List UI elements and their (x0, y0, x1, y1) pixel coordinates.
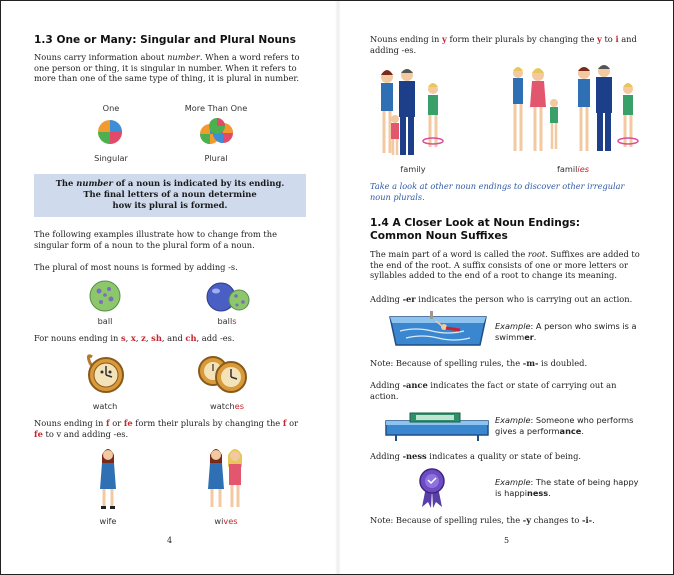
callout-text: The number of a noun is indicated by its ending. The final letters of a noun determine how its plural is formed. (55, 178, 285, 210)
note-y-to-i: Note: Because of spelling rules, the -y changes to -i-. (370, 515, 595, 525)
label-more-than-one: More Than One (184, 103, 248, 113)
page-number-left: 4 (167, 536, 173, 545)
label-family: family (400, 164, 426, 174)
page-number-right: 5 (504, 536, 510, 545)
irregular-plurals-note: Take a look at other noun endings to discover other irregular noun plurals. (370, 181, 625, 202)
families-icon (508, 61, 640, 161)
intro-paragraph: Nouns carry information about number. When a word refers to one person or thing, it is singular in number. When it refers to more than one of the same type of thing, it is plural in number. (34, 52, 300, 83)
swimming-pool-icon (386, 309, 490, 349)
pocket-watches-icon (197, 351, 249, 395)
rule-er: Adding -er indicates the person who is carrying out an action. (370, 294, 633, 304)
label-balls: balls (217, 316, 237, 326)
root-paragraph: The main part of a word is called the root. Suffixes are added to the end of the root. A suffix consists of one or more letters or syllables added to the end of a root to change its meaning. (370, 249, 640, 280)
rule-add-es: For nouns ending in s, x, z, sh, and ch, add -es. (34, 333, 235, 343)
label-families: families (556, 164, 589, 174)
example-er: Example: A person who swims is a swimmer. (495, 321, 637, 342)
rule-y-to-i: Nouns ending in y form their plurals by changing the y to i and adding -es. (370, 34, 637, 55)
label-watches: watches (210, 401, 244, 411)
pocket-watch-icon (84, 351, 126, 395)
label-singular: Singular (94, 153, 128, 163)
woman-icon (96, 445, 120, 511)
section-title-1-3: 1.3 One or Many: Singular and Plural Nouns (34, 34, 296, 46)
rule-ness: Adding -ness indicates a quality or state of being. (370, 451, 582, 461)
left-page (1, 1, 338, 574)
label-one: One (102, 103, 120, 113)
right-page (338, 1, 673, 574)
label-wives: wives (214, 516, 238, 526)
beach-balls-plural-icon (199, 116, 235, 146)
women-icon (206, 445, 246, 511)
family-icon (373, 65, 453, 161)
rule-ance: Adding -ance indicates the fact or state of carrying out an action. (370, 380, 617, 401)
callout-box (34, 174, 306, 217)
balls-icon (206, 282, 250, 312)
label-watch: watch (92, 401, 118, 411)
examples-intro: The following examples illustrate how to change from the singular form of a noun to the plural form of a noun. (34, 229, 278, 250)
section-title-1-4-line1: 1.4 A Closer Look at Noun Endings: (370, 217, 580, 229)
award-ribbon-icon (418, 467, 446, 509)
stage-icon (384, 411, 490, 443)
section-title-1-4-line2: Common Noun Suffixes (370, 230, 508, 242)
rule-add-s: The plural of most nouns is formed by adding -s. (34, 262, 238, 272)
ball-icon (89, 280, 121, 312)
label-ball: ball (97, 316, 113, 326)
note-doubled-m: Note: Because of spelling rules, the -m- is doubled. (370, 358, 588, 368)
beach-ball-single-icon (97, 119, 123, 145)
rule-f-fe: Nouns ending in f or fe form their plurals by changing the f or fe to v and adding -es. (34, 418, 299, 439)
example-ness: Example: The state of being happy is happiness. (495, 477, 639, 498)
example-ance: Example: Someone who performs gives a performance. (495, 415, 634, 436)
label-wife: wife (99, 516, 117, 526)
label-plural: Plural (204, 153, 228, 163)
